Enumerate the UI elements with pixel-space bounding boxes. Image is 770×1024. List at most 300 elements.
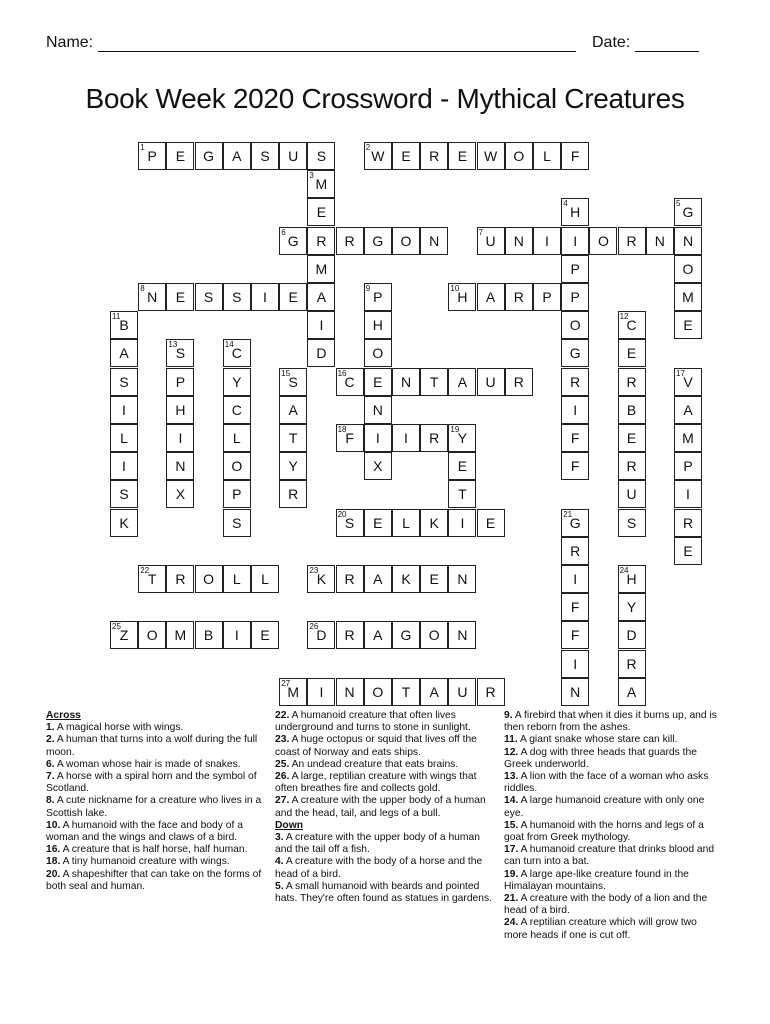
crossword-cell[interactable] — [674, 255, 702, 283]
crossword-cell[interactable] — [223, 142, 251, 170]
clue — [46, 722, 264, 734]
cell-letter: G — [372, 232, 384, 249]
cell-letter: K — [401, 571, 411, 587]
crossword-cell[interactable] — [448, 565, 476, 593]
crossword-cell[interactable] — [166, 368, 194, 396]
crossword-cell[interactable] — [420, 142, 448, 170]
crossword-cell[interactable] — [195, 621, 223, 649]
cell-letter: R — [175, 571, 186, 587]
crossword-cell[interactable] — [448, 368, 476, 396]
clue — [504, 734, 718, 746]
crossword-cell[interactable] — [618, 565, 646, 593]
clues-column-1 — [46, 710, 264, 893]
cell-letter: M — [682, 430, 694, 446]
clue-number: 18. — [46, 856, 61, 868]
crossword-cell[interactable] — [223, 396, 251, 424]
crossword-cell[interactable] — [307, 283, 335, 311]
crossword-cell[interactable] — [223, 339, 251, 367]
crossword-cell[interactable] — [505, 368, 533, 396]
crossword-cell[interactable] — [533, 227, 561, 255]
crossword-cell[interactable] — [307, 255, 335, 283]
crossword-cell[interactable] — [279, 424, 307, 452]
crossword-cell[interactable] — [477, 227, 505, 255]
cell-letter: M — [287, 683, 300, 700]
cell-letter: I — [234, 627, 239, 644]
crossword-cell[interactable] — [618, 452, 646, 480]
cell-letter: D — [316, 345, 327, 362]
cell-letter: U — [457, 683, 468, 700]
crossword-cell[interactable] — [336, 509, 364, 537]
crossword-cell[interactable] — [561, 198, 589, 226]
crossword-cell[interactable] — [279, 452, 307, 480]
clue — [46, 734, 264, 758]
cell-letter: O — [372, 345, 384, 362]
crossword-cell[interactable] — [195, 142, 223, 170]
cell-letter: G — [287, 232, 299, 249]
crossword-cell[interactable] — [110, 621, 138, 649]
cell-number: 7 — [478, 227, 484, 237]
cell-letter: R — [513, 289, 524, 305]
crossword-cell[interactable] — [561, 339, 589, 367]
crossword-cell[interactable] — [110, 452, 138, 480]
crossword-cell[interactable] — [618, 593, 646, 621]
cell-letter: I — [263, 289, 267, 305]
cell-letter: R — [344, 627, 355, 644]
crossword-cell[interactable] — [448, 452, 476, 480]
crossword-cell[interactable] — [420, 424, 448, 452]
crossword-cell[interactable] — [364, 678, 392, 706]
crossword-cell[interactable] — [279, 678, 307, 706]
crossword-cell[interactable] — [166, 339, 194, 367]
crossword-cell[interactable] — [646, 227, 674, 255]
crossword-cell[interactable] — [448, 142, 476, 170]
crossword-cell[interactable] — [448, 424, 476, 452]
crossword-cell[interactable] — [674, 509, 702, 537]
crossword-cell[interactable] — [166, 452, 194, 480]
clue-text: A humanoid creature that drinks blood and can turn into a bat. — [504, 844, 715, 868]
crossword-cell[interactable] — [364, 142, 392, 170]
crossword-cell[interactable] — [279, 283, 307, 311]
crossword-cell[interactable] — [166, 424, 194, 452]
crossword-cell[interactable] — [110, 480, 138, 508]
cell-letter: V — [683, 373, 693, 390]
crossword-cell[interactable] — [110, 368, 138, 396]
cell-letter: N — [344, 683, 355, 700]
crossword-cell[interactable] — [307, 142, 335, 170]
cell-letter: A — [683, 401, 693, 418]
crossword-cell[interactable] — [561, 311, 589, 339]
cell-letter: T — [429, 373, 439, 390]
cell-letter: N — [513, 232, 524, 249]
crossword-cell[interactable] — [166, 283, 194, 311]
cell-letter: I — [375, 430, 380, 446]
crossword-cell[interactable] — [251, 621, 279, 649]
crossword-cell[interactable] — [420, 621, 448, 649]
crossword-cell[interactable] — [448, 678, 476, 706]
cell-letter: N — [570, 683, 581, 700]
crossword-cell[interactable] — [561, 593, 589, 621]
cell-letter: N — [175, 458, 186, 475]
cell-letter: G — [682, 204, 694, 221]
crossword-cell[interactable] — [618, 424, 646, 452]
crossword-cell[interactable] — [420, 368, 448, 396]
crossword-cell[interactable] — [307, 311, 335, 339]
crossword-cell[interactable] — [674, 396, 702, 424]
cell-letter: E — [626, 345, 637, 362]
cell-letter: H — [570, 204, 581, 221]
cell-letter: F — [570, 627, 580, 644]
crossword-cell[interactable] — [336, 424, 364, 452]
crossword-cell[interactable] — [618, 339, 646, 367]
cell-letter: F — [570, 148, 580, 164]
clue-number: 1. — [46, 722, 55, 734]
crossword-cell[interactable] — [674, 452, 702, 480]
crossword-cell[interactable] — [336, 621, 364, 649]
cell-letter: P — [683, 458, 693, 475]
cell-letter: R — [288, 486, 299, 503]
cell-letter: P — [147, 148, 157, 164]
cell-letter: B — [119, 317, 129, 334]
crossword-cell[interactable] — [674, 227, 702, 255]
crossword-cell[interactable] — [420, 509, 448, 537]
cell-letter: I — [319, 317, 324, 334]
crossword-cell[interactable] — [505, 142, 533, 170]
crossword-cell[interactable] — [166, 621, 194, 649]
crossword-cell[interactable] — [364, 339, 392, 367]
clue-number: 3. — [275, 832, 284, 844]
clue — [275, 771, 493, 795]
crossword-cell[interactable] — [364, 452, 392, 480]
cell-letter: M — [682, 289, 694, 305]
clue-number: 8. — [46, 795, 55, 807]
cell-letter: O — [400, 232, 412, 249]
crossword-cell[interactable] — [364, 565, 392, 593]
crossword-cell[interactable] — [307, 565, 335, 593]
crossword-cell[interactable] — [618, 227, 646, 255]
cell-letter: S — [344, 514, 355, 531]
crossword-cell[interactable] — [223, 283, 251, 311]
cell-letter: A — [288, 401, 298, 418]
crossword-cell[interactable] — [618, 396, 646, 424]
crossword-cell[interactable] — [420, 678, 448, 706]
crossword-cell[interactable] — [618, 509, 646, 537]
crossword-cell[interactable] — [223, 480, 251, 508]
crossword-cell[interactable] — [251, 142, 279, 170]
cell-letter: R — [485, 683, 496, 700]
crossword-cell[interactable] — [448, 283, 476, 311]
crossword-cell[interactable] — [110, 339, 138, 367]
cell-letter: A — [232, 148, 242, 164]
cell-letter: R — [626, 655, 637, 672]
cell-letter: C — [231, 345, 242, 362]
name-label: Name: — [46, 34, 94, 51]
crossword-cell[interactable] — [138, 565, 166, 593]
crossword-cell[interactable] — [533, 283, 561, 311]
clue — [46, 856, 264, 868]
crossword-cell[interactable] — [618, 650, 646, 678]
clue-number: 2. — [46, 734, 55, 746]
crossword-cell[interactable] — [166, 142, 194, 170]
cell-letter: P — [570, 289, 580, 305]
cell-letter: H — [372, 317, 383, 334]
crossword-cell[interactable] — [420, 227, 448, 255]
crossword-cell[interactable] — [138, 283, 166, 311]
cell-letter: R — [344, 232, 355, 249]
clue-text: A creature with the upper body of a human and the head, tail, and legs of a bull. — [275, 795, 486, 819]
crossword-cell[interactable] — [307, 198, 335, 226]
cell-letter: N — [372, 401, 383, 418]
crossword-cell[interactable] — [279, 142, 307, 170]
crossword-cell[interactable] — [477, 142, 505, 170]
cell-letter: N — [429, 232, 440, 249]
cell-letter: I — [460, 514, 465, 531]
crossword-cell[interactable] — [392, 621, 420, 649]
cell-letter: X — [175, 486, 186, 503]
crossword-cell[interactable] — [251, 565, 279, 593]
clue — [504, 869, 718, 893]
clue-number: 12. — [504, 746, 519, 758]
crossword-cell[interactable] — [392, 142, 420, 170]
crossword-cell[interactable] — [336, 565, 364, 593]
crossword-cell[interactable] — [561, 396, 589, 424]
crossword-cell[interactable] — [392, 509, 420, 537]
crossword-cell[interactable] — [195, 283, 223, 311]
cell-letter: T — [288, 430, 298, 446]
crossword-cell[interactable] — [223, 368, 251, 396]
crossword-cell[interactable] — [477, 283, 505, 311]
crossword-cell[interactable] — [364, 227, 392, 255]
clue — [275, 734, 493, 758]
crossword-cell[interactable] — [561, 452, 589, 480]
crossword-cell[interactable] — [392, 368, 420, 396]
crossword-cell[interactable] — [561, 650, 589, 678]
crossword-cell[interactable] — [561, 565, 589, 593]
cell-letter: E — [316, 204, 327, 221]
cell-letter: R — [316, 232, 327, 249]
clue — [504, 710, 718, 734]
crossword-cell[interactable] — [674, 198, 702, 226]
crossword-cell[interactable] — [505, 227, 533, 255]
clue-text: A large humanoid creature with only one eye. — [504, 795, 705, 819]
crossword-cell[interactable] — [223, 509, 251, 537]
cell-letter: M — [315, 176, 328, 193]
crossword-cell[interactable] — [336, 678, 364, 706]
cell-letter: D — [626, 627, 637, 644]
clue-number: 5. — [275, 880, 284, 892]
crossword-cell[interactable] — [561, 368, 589, 396]
cell-letter: H — [457, 289, 468, 305]
crossword-cell[interactable] — [618, 368, 646, 396]
crossword-cell[interactable] — [138, 621, 166, 649]
crossword-cell[interactable] — [674, 424, 702, 452]
crossword-cell[interactable] — [561, 142, 589, 170]
cell-number: 27 — [281, 678, 291, 688]
crossword-cell[interactable] — [477, 368, 505, 396]
across-clue-list-2 — [275, 710, 493, 820]
crossword-cell[interactable] — [110, 311, 138, 339]
cell-letter: I — [573, 571, 578, 587]
clue — [275, 759, 493, 771]
crossword-cell[interactable] — [223, 621, 251, 649]
crossword-cell[interactable] — [561, 227, 589, 255]
cell-letter: T — [458, 486, 467, 503]
crossword-cell[interactable] — [392, 678, 420, 706]
crossword-cell[interactable] — [674, 311, 702, 339]
crossword-cell[interactable] — [448, 621, 476, 649]
down-heading: Down — [275, 819, 304, 831]
clue-text: A small humanoid with beards and pointed hats. They're often found as statues in gardens. — [275, 880, 493, 905]
crossword-cell[interactable] — [561, 255, 589, 283]
across-heading: Across — [46, 710, 81, 721]
crossword-cell[interactable] — [307, 678, 335, 706]
cell-letter: I — [178, 430, 183, 446]
clue — [275, 856, 493, 880]
crossword-cell[interactable] — [533, 142, 561, 170]
cell-letter: K — [429, 514, 439, 531]
crossword-cell[interactable] — [618, 621, 646, 649]
crossword-cell[interactable] — [392, 227, 420, 255]
crossword-cell[interactable] — [561, 537, 589, 565]
cell-number: 6 — [281, 227, 286, 237]
crossword-cell[interactable] — [223, 452, 251, 480]
crossword-cell[interactable] — [364, 368, 392, 396]
cell-number: 3 — [309, 171, 314, 181]
crossword-cell[interactable] — [477, 678, 505, 706]
cell-letter: B — [203, 627, 214, 644]
crossword-cell[interactable] — [223, 565, 251, 593]
cell-letter: K — [119, 514, 129, 531]
clue-number: 25. — [275, 758, 290, 770]
crossword-cell[interactable] — [674, 480, 702, 508]
crossword-cell[interactable] — [561, 424, 589, 452]
cell-letter: N — [457, 627, 468, 644]
crossword-cell[interactable] — [618, 678, 646, 706]
cell-letter: I — [573, 401, 578, 418]
crossword-cell[interactable] — [448, 480, 476, 508]
clue-number: 11. — [504, 734, 518, 746]
crossword-cell[interactable] — [110, 509, 138, 537]
cell-number: 16 — [337, 368, 347, 378]
cell-letter: F — [345, 430, 354, 446]
crossword-cell[interactable] — [364, 424, 392, 452]
cell-letter: O — [372, 683, 384, 700]
crossword-cell[interactable] — [364, 509, 392, 537]
crossword-cell[interactable] — [364, 621, 392, 649]
crossword-cell[interactable] — [561, 678, 589, 706]
clue — [46, 820, 264, 844]
crossword-cell[interactable] — [223, 424, 251, 452]
down-clue-list-1 — [275, 832, 493, 905]
crossword-cell[interactable] — [505, 283, 533, 311]
crossword-cell[interactable] — [166, 565, 194, 593]
crossword-cell[interactable] — [364, 396, 392, 424]
cell-letter: W — [483, 148, 498, 164]
cell-letter: L — [232, 430, 241, 446]
clue-number: 10. — [46, 819, 61, 831]
crossword-cell[interactable] — [392, 565, 420, 593]
crossword-cell[interactable] — [279, 480, 307, 508]
crossword-cell[interactable] — [561, 509, 589, 537]
cell-letter: A — [626, 683, 637, 700]
cell-letter: U — [485, 373, 496, 390]
cell-letter: O — [569, 317, 581, 334]
cell-letter: S — [119, 486, 129, 503]
crossword-cell[interactable] — [477, 509, 505, 537]
cell-letter: E — [683, 542, 693, 559]
cell-letter: E — [373, 514, 383, 531]
crossword-cell[interactable] — [279, 368, 307, 396]
cell-letter: A — [485, 289, 496, 305]
clue-text: A woman whose hair is made of snakes. — [54, 758, 241, 770]
crossword-cell[interactable] — [307, 621, 335, 649]
cell-letter: N — [682, 232, 694, 249]
crossword-cell[interactable] — [138, 142, 166, 170]
clue-number: 13. — [504, 771, 519, 783]
crossword-cell[interactable] — [307, 339, 335, 367]
cell-letter: E — [175, 148, 186, 164]
cell-letter: N — [147, 289, 158, 305]
crossword-cell[interactable] — [674, 537, 702, 565]
cell-letter: S — [232, 514, 242, 531]
cell-letter: W — [371, 148, 385, 164]
clue-text: A creature with the body of a lion and the head of a bird. — [504, 893, 708, 917]
crossword-cell[interactable] — [674, 283, 702, 311]
crossword-cell[interactable] — [561, 283, 589, 311]
crossword-cell[interactable] — [279, 396, 307, 424]
cell-letter: C — [626, 317, 637, 334]
crossword-cell[interactable] — [307, 170, 335, 198]
clue-number: 21. — [504, 893, 519, 905]
crossword-cell[interactable] — [618, 311, 646, 339]
cell-number: 2 — [365, 143, 371, 152]
clue-number: 24. — [504, 917, 519, 929]
cell-letter: A — [373, 627, 383, 644]
cell-letter: P — [232, 486, 242, 503]
crossword-cell[interactable] — [618, 480, 646, 508]
crossword-cell[interactable] — [166, 480, 194, 508]
crossword-cell[interactable] — [166, 396, 194, 424]
cell-letter: M — [174, 627, 187, 644]
cell-letter: P — [373, 289, 383, 305]
cell-letter: E — [260, 627, 270, 644]
crossword-cell[interactable] — [307, 227, 335, 255]
crossword-cell[interactable] — [110, 396, 138, 424]
cell-letter: O — [428, 627, 440, 644]
crossword-cell[interactable] — [589, 227, 617, 255]
cell-number: 17 — [676, 368, 685, 378]
crossword-cell[interactable] — [195, 565, 223, 593]
crossword-cell[interactable] — [336, 227, 364, 255]
cell-letter: O — [513, 148, 525, 164]
cell-letter: P — [542, 289, 552, 305]
crossword-cell[interactable] — [110, 424, 138, 452]
cell-number: 20 — [337, 509, 347, 519]
crossword-cell[interactable] — [251, 283, 279, 311]
crossword-cell[interactable] — [392, 424, 420, 452]
crossword-cell[interactable] — [336, 368, 364, 396]
crossword-cell[interactable] — [561, 621, 589, 649]
cell-letter: G — [569, 345, 581, 362]
crossword-cell[interactable] — [364, 311, 392, 339]
cell-letter: T — [147, 571, 157, 587]
cell-letter: A — [373, 571, 383, 587]
crossword-cell[interactable] — [420, 565, 448, 593]
clue — [504, 747, 718, 771]
crossword-cell[interactable] — [279, 227, 307, 255]
crossword-cell[interactable] — [364, 283, 392, 311]
crossword-cell[interactable] — [448, 509, 476, 537]
crossword-cell[interactable] — [674, 368, 702, 396]
